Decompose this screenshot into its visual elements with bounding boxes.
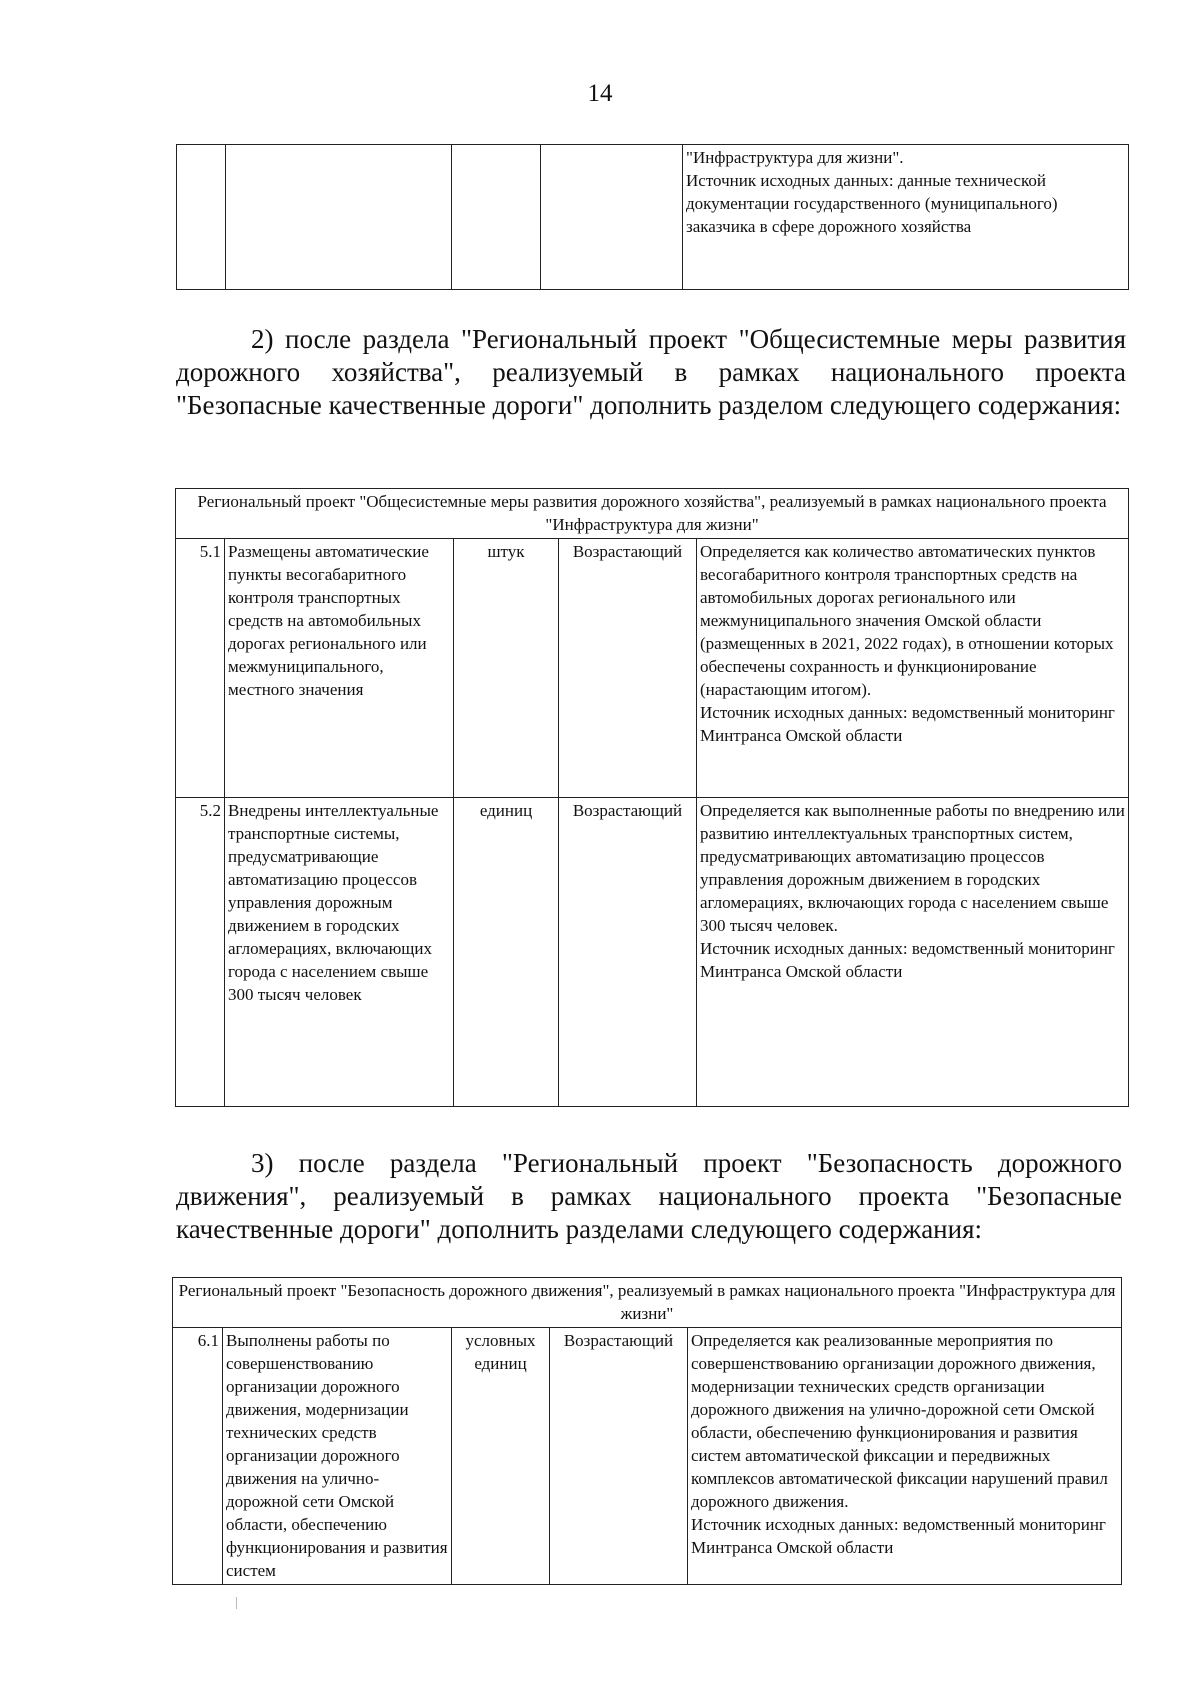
cell-unit <box>452 145 541 290</box>
cell-num <box>177 145 226 290</box>
page-number: 14 <box>587 80 613 107</box>
indicator-name: Внедрены интеллектуальные транспортные системы, предусматривающие автоматизацию процессов управления дорожным движением в городских агломерациях, включающих города с населением свыше 300 тысяч человек <box>225 798 454 1107</box>
row-number: 5.2 <box>176 798 225 1107</box>
trend: Возрастающий <box>550 1328 688 1585</box>
paragraph-3: 3) после раздела "Региональный проект "Безопасность дорожного движения", реализуемый в рамках национального проекта "Безопасные качественные дороги" дополнить разделами следующего содержания: <box>176 1148 1122 1244</box>
table-header: Региональный проект "Общесистемные меры развития дорожного хозяйства", реализуемый в рамках национального проекта "Инфраструктура для жизни" <box>176 489 1129 539</box>
table-continuation <box>176 144 1129 290</box>
table-header-row <box>176 489 1129 539</box>
table-header: Региональный проект "Безопасность дорожного движения", реализуемый в рамках национального проекта "Инфраструктура для жизни" <box>173 1278 1122 1328</box>
indicator-description: Определяется как выполненные работы по внедрению или развитию интеллектуальных транспортных систем, предусматривающих автоматизацию процессов управления дорожным движением в городских агломерациях, включающих города с населением свыше 300 тысяч человек. Источник исходных данных: ведомственный мониторинг Минтранса Омской области <box>697 798 1129 1107</box>
paragraph-2: 2) после раздела "Региональный проект "Общесистемные меры развития дорожного хозяйства", реализуемый в рамках национального проекта "Безопасные качественные дороги" дополнить разделом следующего содержания: <box>176 324 1126 420</box>
scan-mark <box>236 1597 237 1609</box>
table-row <box>173 1328 1122 1585</box>
row-number: 5.1 <box>176 539 225 798</box>
indicator-name: Размещены автоматические пункты весогабаритного контроля транспортных средств на автомобильных дорогах регионального или межмуниципального, местного значения <box>225 539 454 798</box>
indicator-name: Выполнены работы по совершенствованию организации дорожного движения, модернизации технических средств организации дорожного движения на улично-дорожной сети Омской области, обеспечению функционирования и развития систем <box>223 1328 452 1585</box>
unit: условных единиц <box>452 1328 550 1585</box>
indicator-description: Определяется как количество автоматических пунктов весогабаритного контроля транспортных средств на автомобильных дорогах регионального или межмуниципального значения Омской области (размещенных в 2021, 2022 годах), в отношении которых обеспечены сохранность и функционирование (нарастающим итогом). Источник исходных данных: ведомственный мониторинг Минтранса Омской области <box>697 539 1129 798</box>
table-row <box>176 798 1129 1107</box>
trend: Возрастающий <box>559 798 697 1107</box>
unit: штук <box>454 539 559 798</box>
table-section-6 <box>172 1277 1122 1585</box>
table-row <box>176 539 1129 798</box>
table-row <box>177 145 1129 290</box>
indicator-description: Определяется как реализованные мероприятия по совершенствованию организации дорожного движения, модернизации технических средств организации дорожного движения на улично-дорожной сети Омской области, обеспечению функционирования и развития систем автоматической фиксации и передвижных комплексов автоматической фиксации нарушений правил дорожного движения. Источник исходных данных: ведомственный мониторинг Минтранса Омской области <box>688 1328 1122 1585</box>
cell-description: "Инфраструктура для жизни". Источник исходных данных: данные технической документации государственного (муниципального) заказчика в сфере дорожного хозяйства <box>683 145 1129 290</box>
table-header-row <box>173 1278 1122 1328</box>
row-number: 6.1 <box>173 1328 223 1585</box>
unit: единиц <box>454 798 559 1107</box>
table-section-5 <box>175 488 1129 1107</box>
trend: Возрастающий <box>559 539 697 798</box>
cell-trend <box>541 145 683 290</box>
cell-name <box>226 145 452 290</box>
